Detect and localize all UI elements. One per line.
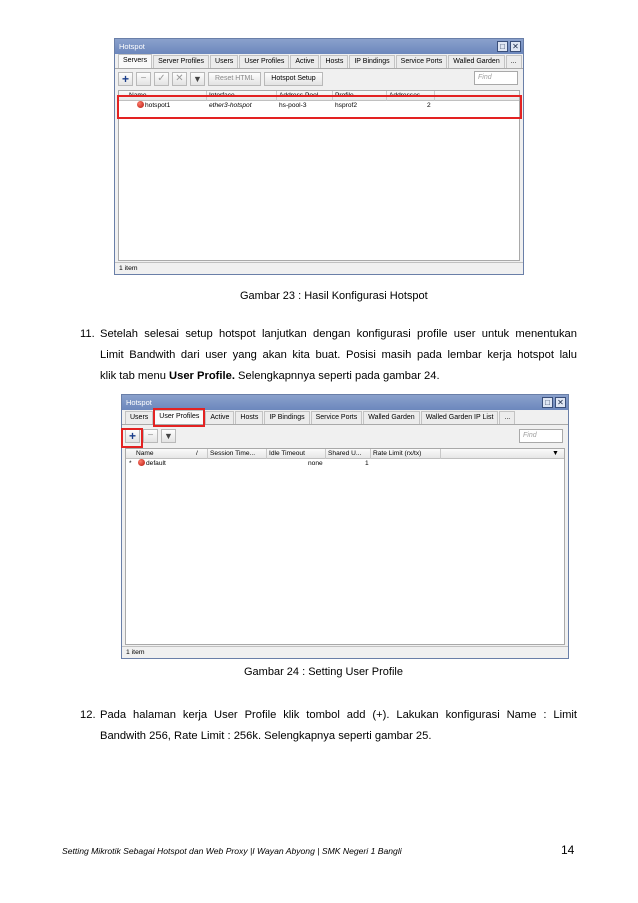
column-session-timeout[interactable]: Session Time... [208, 449, 267, 459]
column-rate-limit[interactable]: Rate Limit (rx/tx) [371, 449, 441, 459]
close-button[interactable]: ✕ [555, 397, 566, 408]
tab-active[interactable]: Active [205, 411, 234, 424]
step-12-line-2: Bandwith 256, Rate Limit : 256k. Selengkapnya seperti gambar 25. [100, 730, 432, 742]
row-name-text: default [146, 460, 166, 467]
step-number-11: 11. [80, 328, 95, 340]
tab-server-profiles[interactable]: Server Profiles [153, 55, 209, 68]
filter-icon[interactable]: ▼ [161, 429, 176, 443]
highlight-box-row [117, 95, 522, 119]
window-title: Hotspot [126, 398, 152, 407]
column-addresses[interactable]: Addresses [387, 91, 435, 101]
tab-servers[interactable]: Servers [118, 54, 152, 68]
column-name[interactable]: Name [136, 450, 154, 457]
tab-walled-garden-ip-list[interactable]: Walled Garden IP List [421, 411, 499, 424]
step-11-line-2: Limit Bandwith dari user yang akan kita buat. Posisi masih pada lembar kerja hotspot lalu [100, 349, 577, 361]
table-header [126, 449, 564, 459]
tab-users[interactable]: Users [210, 55, 238, 68]
enable-button[interactable]: ✓ [154, 72, 169, 86]
row-name-text: hotspot1 [145, 102, 171, 109]
highlight-box-add-button [121, 428, 143, 448]
tab-walled-garden[interactable]: Walled Garden [363, 411, 419, 424]
toolbar [122, 425, 568, 447]
add-button[interactable]: + [118, 72, 133, 86]
tab-more[interactable]: ... [499, 411, 515, 424]
tab-ip-bindings[interactable]: IP Bindings [349, 55, 394, 68]
toolbar [115, 69, 523, 88]
reset-html-button[interactable]: Reset HTML [208, 72, 261, 86]
tab-service-ports[interactable]: Service Ports [396, 55, 448, 68]
figure-caption-24: Gambar 24 : Setting User Profile [244, 666, 403, 678]
column-dropdown-icon[interactable]: ▼ [552, 450, 559, 457]
row-idle-timeout: none [308, 460, 323, 467]
maximize-button[interactable]: □ [542, 397, 553, 408]
status-bar: 1 item [122, 646, 568, 658]
step-12-line-1: Pada halaman kerja User Profile klik tombol add (+). Lakukan konfigurasi Name : Limit [100, 709, 577, 721]
step-11-line-1: Setelah selesai setup hotspot lanjutkan dengan konfigurasi profile user untuk menentukan [100, 328, 577, 340]
highlight-box-user-profiles-tab [153, 408, 205, 427]
disable-button[interactable]: ✕ [172, 72, 187, 86]
step-number-12: 12. [80, 709, 96, 721]
hotspot-window-fig23 [114, 38, 524, 275]
remove-button[interactable]: − [143, 429, 158, 443]
step-11-line-3-pre: klik tab menu [100, 370, 170, 382]
remove-button[interactable]: − [136, 72, 151, 86]
tab-bar [115, 54, 523, 69]
tab-more[interactable]: ... [506, 55, 522, 68]
maximize-button[interactable]: □ [497, 41, 508, 52]
step-11-line-3-post: Selengkapnnya seperti pada gambar 24. [234, 370, 440, 382]
column-interface[interactable]: Interface [207, 91, 277, 101]
tab-active[interactable]: Active [290, 55, 319, 68]
hotspot-setup-button[interactable]: Hotspot Setup [264, 72, 322, 86]
row-default-marker: * [129, 460, 132, 467]
find-input[interactable]: Find [519, 429, 563, 443]
tab-user-profiles[interactable]: User Profiles [239, 55, 289, 68]
tab-users[interactable]: Users [125, 411, 153, 424]
tab-hosts[interactable]: Hosts [320, 55, 348, 68]
filter-icon[interactable]: ▼ [190, 72, 205, 86]
row-name [138, 459, 166, 469]
step-11-text [100, 324, 577, 387]
tab-service-ports[interactable]: Service Ports [311, 411, 363, 424]
row-interface: ether3-hotspot [209, 102, 252, 109]
tab-ip-bindings[interactable]: IP Bindings [264, 411, 309, 424]
tab-walled-garden[interactable]: Walled Garden [448, 55, 504, 68]
page-number: 14 [561, 843, 575, 857]
row-profile: hsprof2 [335, 102, 357, 109]
tab-user-profiles[interactable]: User Profiles [154, 410, 204, 424]
find-input[interactable]: Find [474, 71, 518, 85]
column-address-pool[interactable]: Address Pool [277, 91, 333, 101]
status-bar: 1 item [115, 262, 523, 274]
step-11-line-3 [100, 366, 577, 387]
row-addresses: 2 [427, 102, 431, 109]
profile-icon [138, 459, 145, 466]
user-profiles-table [125, 448, 565, 645]
page-footer-text: Setting Mikrotik Sebagai Hotspot dan Web Proxy |I Wayan Abyong | SMK Negeri 1 Bangli [62, 846, 402, 856]
column-shared-users[interactable]: Shared U... [326, 449, 371, 459]
figure-caption-23: Gambar 23 : Hasil Konfigurasi Hotspot [240, 290, 428, 302]
table-row[interactable] [126, 459, 564, 469]
user-profile-emphasis: User Profile. [169, 370, 235, 382]
column-idle-timeout[interactable]: Idle Timeout [267, 449, 326, 459]
hotspot-window-fig24 [121, 394, 569, 659]
row-address-pool: hs-pool-3 [279, 102, 307, 109]
tab-hosts[interactable]: Hosts [235, 411, 263, 424]
row-shared-users: 1 [365, 460, 369, 467]
step-12-text [100, 705, 577, 747]
window-title-bar [115, 39, 523, 54]
column-name[interactable]: Name [119, 91, 207, 101]
column-sort-slash[interactable]: / [194, 449, 208, 459]
window-title: Hotspot [119, 42, 145, 51]
close-button[interactable]: ✕ [510, 41, 521, 52]
add-button[interactable]: + [125, 429, 140, 443]
column-profile[interactable]: Profile [333, 91, 387, 101]
